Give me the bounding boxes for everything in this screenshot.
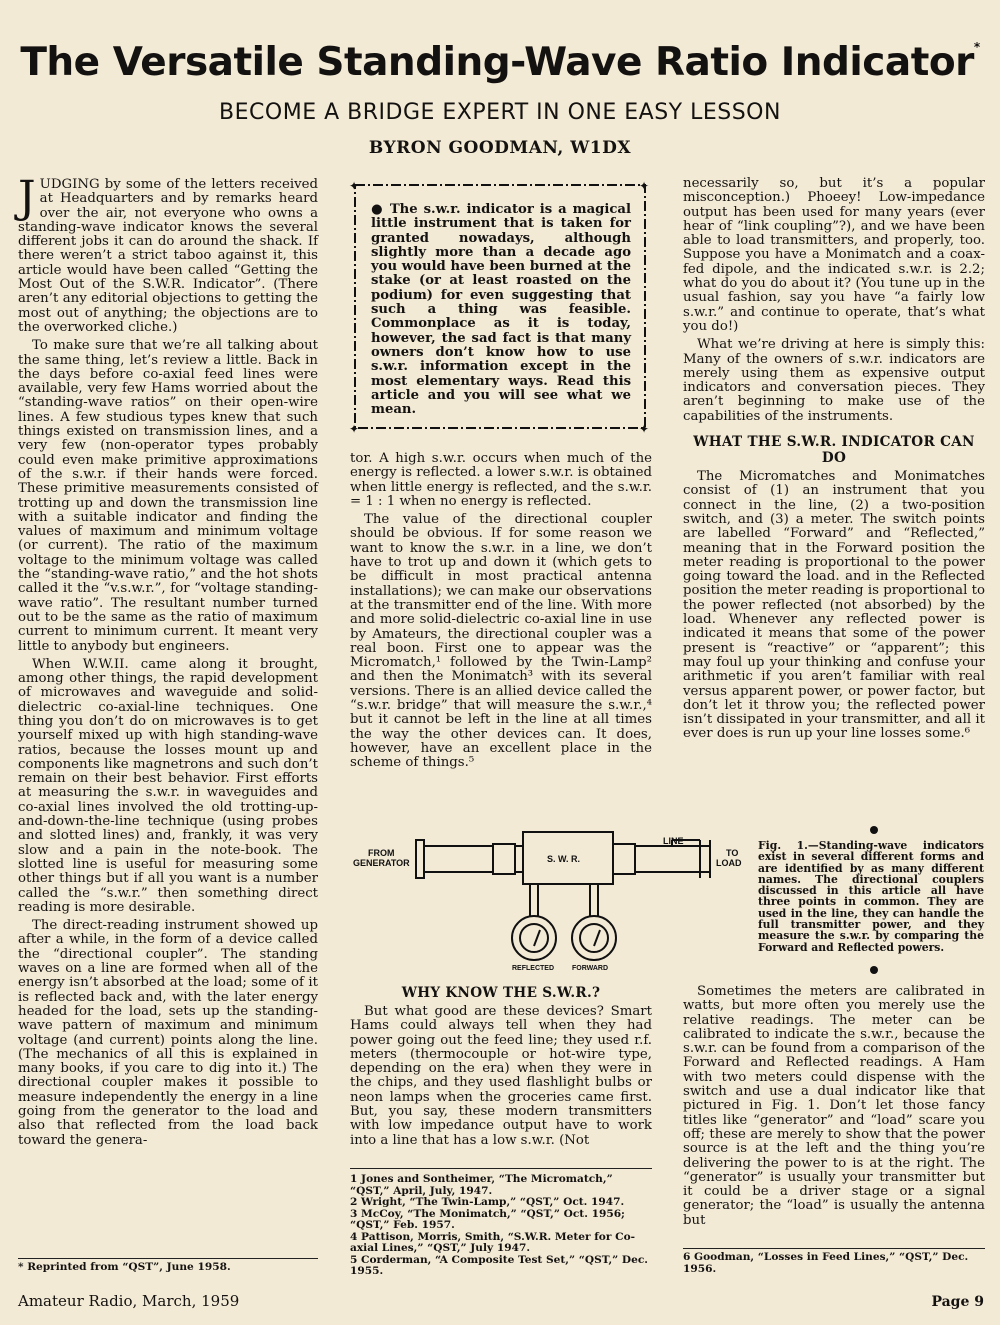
col1-paragraph-2: To make sure that we’re all talking about the same thing, let’s review a little. Back in the days before co-axial feed lines were available, very few Hams worried about the “standing-wave ratios” on their open-wire lines. A few studious types knew that such things existed on transmission lines, and a very few (non-operator types probably could even make primitive approximations of the s.w.r. if their hands were forced. These primitive measurements consisted of trotting up and down the transmission line with a suitable indicator and finding the values of maximum and minimum voltage (or current). The ratio of the maximum voltage to the minimum voltage was called the “standing-wave ratio,” and the hot shots called it the “v.s.w.r.”, for “voltage standing-wave ratio”. The resultant number turned out to be the same as the ratio of maximum current to minimum current. It meant very little to anybody but engineers. xyxy=(18,338,318,654)
column-3 xyxy=(683,177,985,746)
footnote-reprint: * Reprinted from “QST”, June 1958. xyxy=(18,1261,231,1273)
bullet-icon xyxy=(870,966,878,974)
label-forward-meter: FORWARD xyxy=(572,965,609,972)
footer-page-number: Page 9 xyxy=(931,1294,984,1310)
label-to: TO xyxy=(726,848,739,858)
swr-indicator-diagram xyxy=(350,826,750,976)
callout-text: ● The s.w.r. indicator is a magical little instrument that is taken for granted nowadays, although slightly more than a decade ago you would have been burned at the stake (or at least roasted on the podium) for even suggesting that such a thing was feasible. Commonplace as it is today, however, the sad fact is that many owners don’t know how to use s.w.r. information except in the most elementary ways. Read this article and you will see what we mean. xyxy=(371,202,631,418)
drop-cap: J xyxy=(18,172,36,223)
footnote-rule xyxy=(18,1258,318,1259)
footnote-1: 1 Jones and Sontheimer, “The Micromatch,” “QST,” April, July, 1947. xyxy=(350,1173,613,1197)
col1-paragraph-3: When W.W.II. came along it brought, among other things, the rapid development of microwaves and waveguide and solid-dielectric co-axial-line techniques. One thing you don’t do on microwaves is to get yourself mixed up with high standing-wave ratios, because the losses mount up and components like magnetrons and such don’t remain on their best behavior. First efforts at measuring the s.w.r. in waveguides and co-axial lines involved the old trotting-up-and-down-the-line technique (using probes and slotted lines) and, frankly, it was very slow and a pain in the note-book. The slotted line is useful for measuring some other things but if all you want is a number called the “s.w.r.” then something direct reading is more desirable. xyxy=(18,656,318,915)
callout-box xyxy=(349,179,651,434)
section-heading-why-know: WHY KNOW THE S.W.R.? xyxy=(401,985,601,1001)
col1-paragraph-1: JUDGING by some of the letters received at Headquarters and by remarks heard over the air, not everyone who owns a standing-wave indicator knows the several different jobs it can do around the shack. If there weren’t a strict taboo against it, this article would have been called “Getting the Most Out of the S.W.R. Indicator”. (There aren’t any editorial objections to getting the most out of anything; the objections are to the overworked cliche.) xyxy=(18,172,318,335)
col2-paragraph-3: But what good are these devices? Smart Hams could always tell when they had power going out the feed line; they used r.f. meters (thermocouple or hot-wire type, depending on the era) when they were in the chips, and they used flashlight bulbs or neon lamps when the groceries came first. But, you say, these modern transmitters with low impedance output have to work into a line that has a low s.w.r. (Not xyxy=(350,1004,652,1148)
footnote-6: 6 Goodman, “Losses in Feed Lines,” “QST,” Dec. 1956. xyxy=(683,1251,969,1275)
col2-paragraph-1: tor. A high s.w.r. occurs when much of the energy is reflected. a lower s.w.r. is obtained when little energy is reflected, and the s.w.r. = 1 : 1 when no energy is reflected. xyxy=(350,451,652,509)
figure-1-diagram xyxy=(350,826,750,976)
col3-paragraph-4: Sometimes the meters are calibrated in watts, but more often you merely use the relative readings. The meter can be calibrated to indicate the s.w.r., because the s.w.r. can be found from a comparison of the Forward and Reflected readings. A Ham with two meters could dispense with the switch and use a dual indicator like that pictured in Fig. 1. Don’t let those fancy titles like “generator” and “load” scare you off; these are merely to show that the power source is at the left and the thing you’re delivering the power to is at the right. The “generator” is usually your transmitter but it could be a driver stage or a signal generator; the “load” is usually the antenna but xyxy=(683,984,985,1228)
footnote-2: 2 Wright, “The Twin-Lamp,” “QST,” Oct. 1947. xyxy=(350,1196,625,1208)
bullet-icon xyxy=(870,826,878,834)
svg-text:✦: ✦ xyxy=(639,422,650,434)
footnote-4: 4 Pattison, Morris, Smith, “S.W.R. Meter for Co-axial Lines,” “QST,” July 1947. xyxy=(350,1230,636,1254)
col3-paragraph-2: What we’re driving at here is simply this: Many of the owners of s.w.r. indicators are merely using them as expensive output indicators and conversation pieces. They aren’t beginning to make use of the capabilities of the instruments. xyxy=(683,337,985,424)
label-from: FROM xyxy=(368,848,395,858)
footnote-rule xyxy=(350,1168,652,1169)
svg-text:✦: ✦ xyxy=(349,422,360,434)
svg-text:✦: ✦ xyxy=(639,179,650,193)
article-title: The Versatile Standing-Wave Ratio Indicator* xyxy=(20,40,980,85)
footnote-3: 3 McCoy, “The Monimatch,” “QST,” Oct. 1956; “QST,” Feb. 1957. xyxy=(350,1207,625,1231)
label-load: LOAD xyxy=(716,858,742,868)
author-byline: BYRON GOODMAN, W1DX xyxy=(368,138,632,158)
footer-publication: Amateur Radio, March, 1959 xyxy=(18,1292,240,1310)
section-heading-what-can-do: WHAT THE S.W.R. INDICATOR CAN DO xyxy=(693,434,975,467)
footnotes-col2 xyxy=(350,1174,652,1278)
col3-paragraph-1: necessarily so, but it’s a popular misconception.) Phoeey! Low-impedance output has been used for many years (ever hear of “link coupling”?), and we have been able to load transmitters, and properly, too. Suppose you have a Monimatch and a coax-fed dipole, and the indicated s.w.r. is 2.2; what do you do about it? (You tune up in the usual fashion, say you have “a fairly low s.w.r.” and continue to operate, that’s what you do!) xyxy=(683,176,985,334)
footnote-5: 5 Corderman, “A Composite Test Set,” “QST,” Dec. 1955. xyxy=(350,1253,648,1277)
column-3-lower xyxy=(683,985,985,1232)
column-2 xyxy=(350,452,652,775)
article-subtitle: BECOME A BRIDGE EXPERT IN ONE EASY LESSON xyxy=(219,100,781,125)
label-reflected-meter: REFLECTED xyxy=(512,965,554,972)
column-2-lower xyxy=(350,985,652,1152)
col2-paragraph-2: The value of the directional coupler should be obvious. If for some reason we want to know the s.w.r. in a line, we don’t have to trot up and down it (which gets to be difficult in most practical antenna installations); we can make our observations at the transmitter end of the line. With more and more solid-dielectric co-axial line in use by Amateurs, the directional coupler was a real boon. First one to appear was the Micromatch,¹ followed by the Twin-Lamp² and then the Monimatch³ with its several versions. There is an allied device called the “s.w.r. bridge” that will measure the s.w.r.,⁴ but it cannot be left in the line at all times the way the other devices can. It does, however, have an excellent place in the scheme of things.⁵ xyxy=(350,512,652,771)
col1-paragraph-4: The direct-reading instrument showed up after a while, in the form of a device called the “directional coupler”. The standing waves on a line are formed when all of the energy isn’t absorbed at the load; some of it is reflected back and, with the later energy headed for the load, sets up the standing-wave pattern of maximum and minimum voltage (and current) points along the line. (The mechanics of all this is explained in many books, if you care to dig into it.) The directional coupler makes it possible to measure independently the energy in a line going from the generator to the load and also that reflected from the load back toward the genera- xyxy=(18,918,318,1148)
svg-text:✦: ✦ xyxy=(349,179,360,193)
label-line: LINE xyxy=(663,836,684,846)
figure-caption: Fig. 1.—Standing-wave indicators exist in several different forms and are identified by as many different names. The directional couplers discussed in this article all have three points in common. They are used in the line, they can handle the full transmitter power, and they measure the s.w.r. by comparing the Forward and Reflected powers. xyxy=(758,839,984,954)
column-1 xyxy=(18,172,318,1152)
col3-paragraph-3: The Micromatches and Monimatches consist of (1) an instrument that you connect in the line, (2) a two-position switch, and (3) a meter. The switch points are labelled “Forward” and “Reflected,” meaning that in the Forward position the meter reading is proportional to the power going toward the load. and in the Reflected position the meter reading is proportional to the power reflected (not absorbed) by the load. Whenever any reflected power is indicated it means that some of the power present is “reactive” or “apparent”; this may foul up your thinking and confuse your arithmetic if you aren’t familiar with real versus apparent power, or power factor, but don’t let it throw you; the reflected power isn’t dissipated in your transmitter, and all it ever does is run up your line losses some.⁶ xyxy=(683,469,985,742)
label-swr-box: S. W. R. xyxy=(547,854,581,864)
label-generator: GENERATOR xyxy=(353,858,410,868)
footnote-rule xyxy=(683,1248,985,1249)
